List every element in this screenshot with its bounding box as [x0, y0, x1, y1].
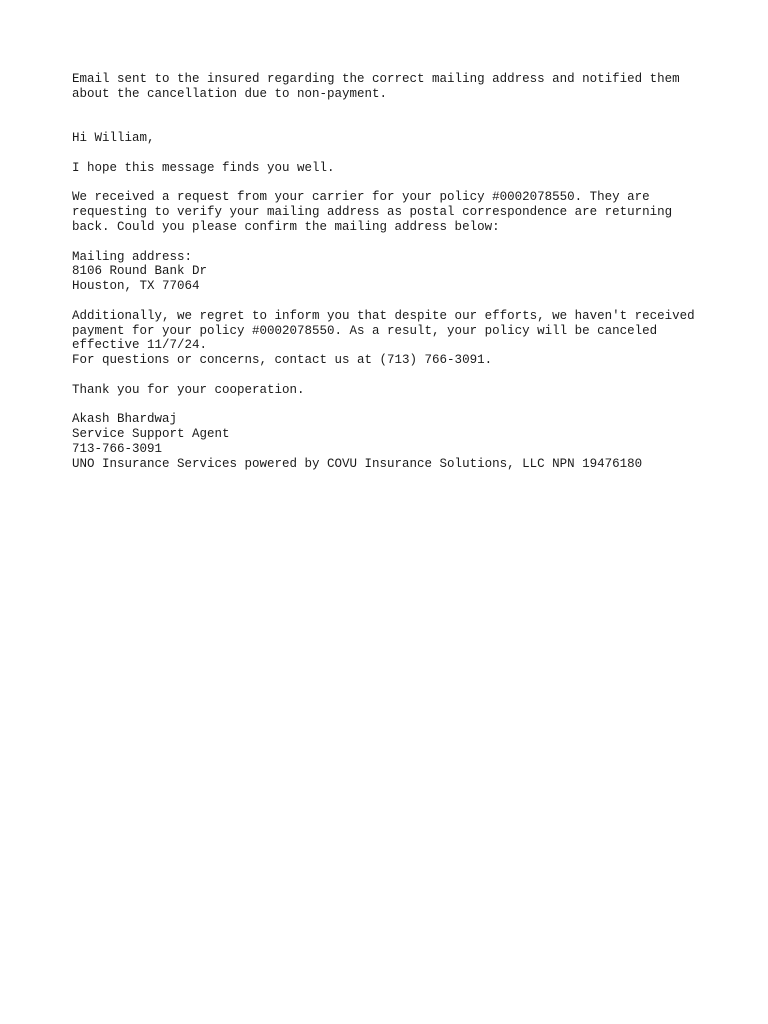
request-paragraph — [72, 190, 712, 234]
address-street: 8106 Round Bank Dr — [72, 264, 208, 279]
request-line: back. Could you please confirm the mailing address below: — [72, 219, 500, 234]
cancellation-paragraph — [72, 309, 712, 368]
signature-block — [72, 412, 712, 471]
email-intro — [72, 161, 712, 176]
signature-name: Akash Bhardwaj — [72, 412, 178, 427]
note-paragraph — [72, 72, 712, 102]
signature-title: Service Support Agent — [72, 427, 230, 442]
closing-text: Thank you for your cooperation. — [72, 382, 305, 397]
request-line: We received a request from your carrier for your policy #0002078550. They are — [72, 190, 650, 205]
cancellation-line: payment for your policy #0002078550. As a result, your policy will be canceled — [72, 323, 658, 338]
contact-line: For questions or concerns, contact us at (713) 766-3091. — [72, 353, 493, 368]
signature-phone: 713-766-3091 — [72, 441, 163, 456]
cancellation-line: Additionally, we regret to inform you that despite our efforts, we haven't received — [72, 308, 695, 323]
closing-paragraph — [72, 383, 712, 398]
address-city-state-zip: Houston, TX 77064 — [72, 279, 200, 294]
greeting-text: Hi William, — [72, 131, 155, 146]
email-greeting — [72, 131, 712, 146]
cancellation-line: effective 11/7/24. — [72, 338, 208, 353]
signature-company: UNO Insurance Services powered by COVU Insurance Solutions, LLC NPN 19476180 — [72, 456, 643, 471]
document-page — [72, 72, 712, 486]
intro-text: I hope this message finds you well. — [72, 160, 335, 175]
request-line: requesting to verify your mailing address as postal correspondence are returning — [72, 205, 673, 220]
mailing-address-block — [72, 250, 712, 294]
address-label: Mailing address: — [72, 249, 193, 264]
note-line: Email sent to the insured regarding the correct mailing address and notified them — [72, 72, 680, 86]
note-line: about the cancellation due to non-payment. — [72, 86, 388, 101]
